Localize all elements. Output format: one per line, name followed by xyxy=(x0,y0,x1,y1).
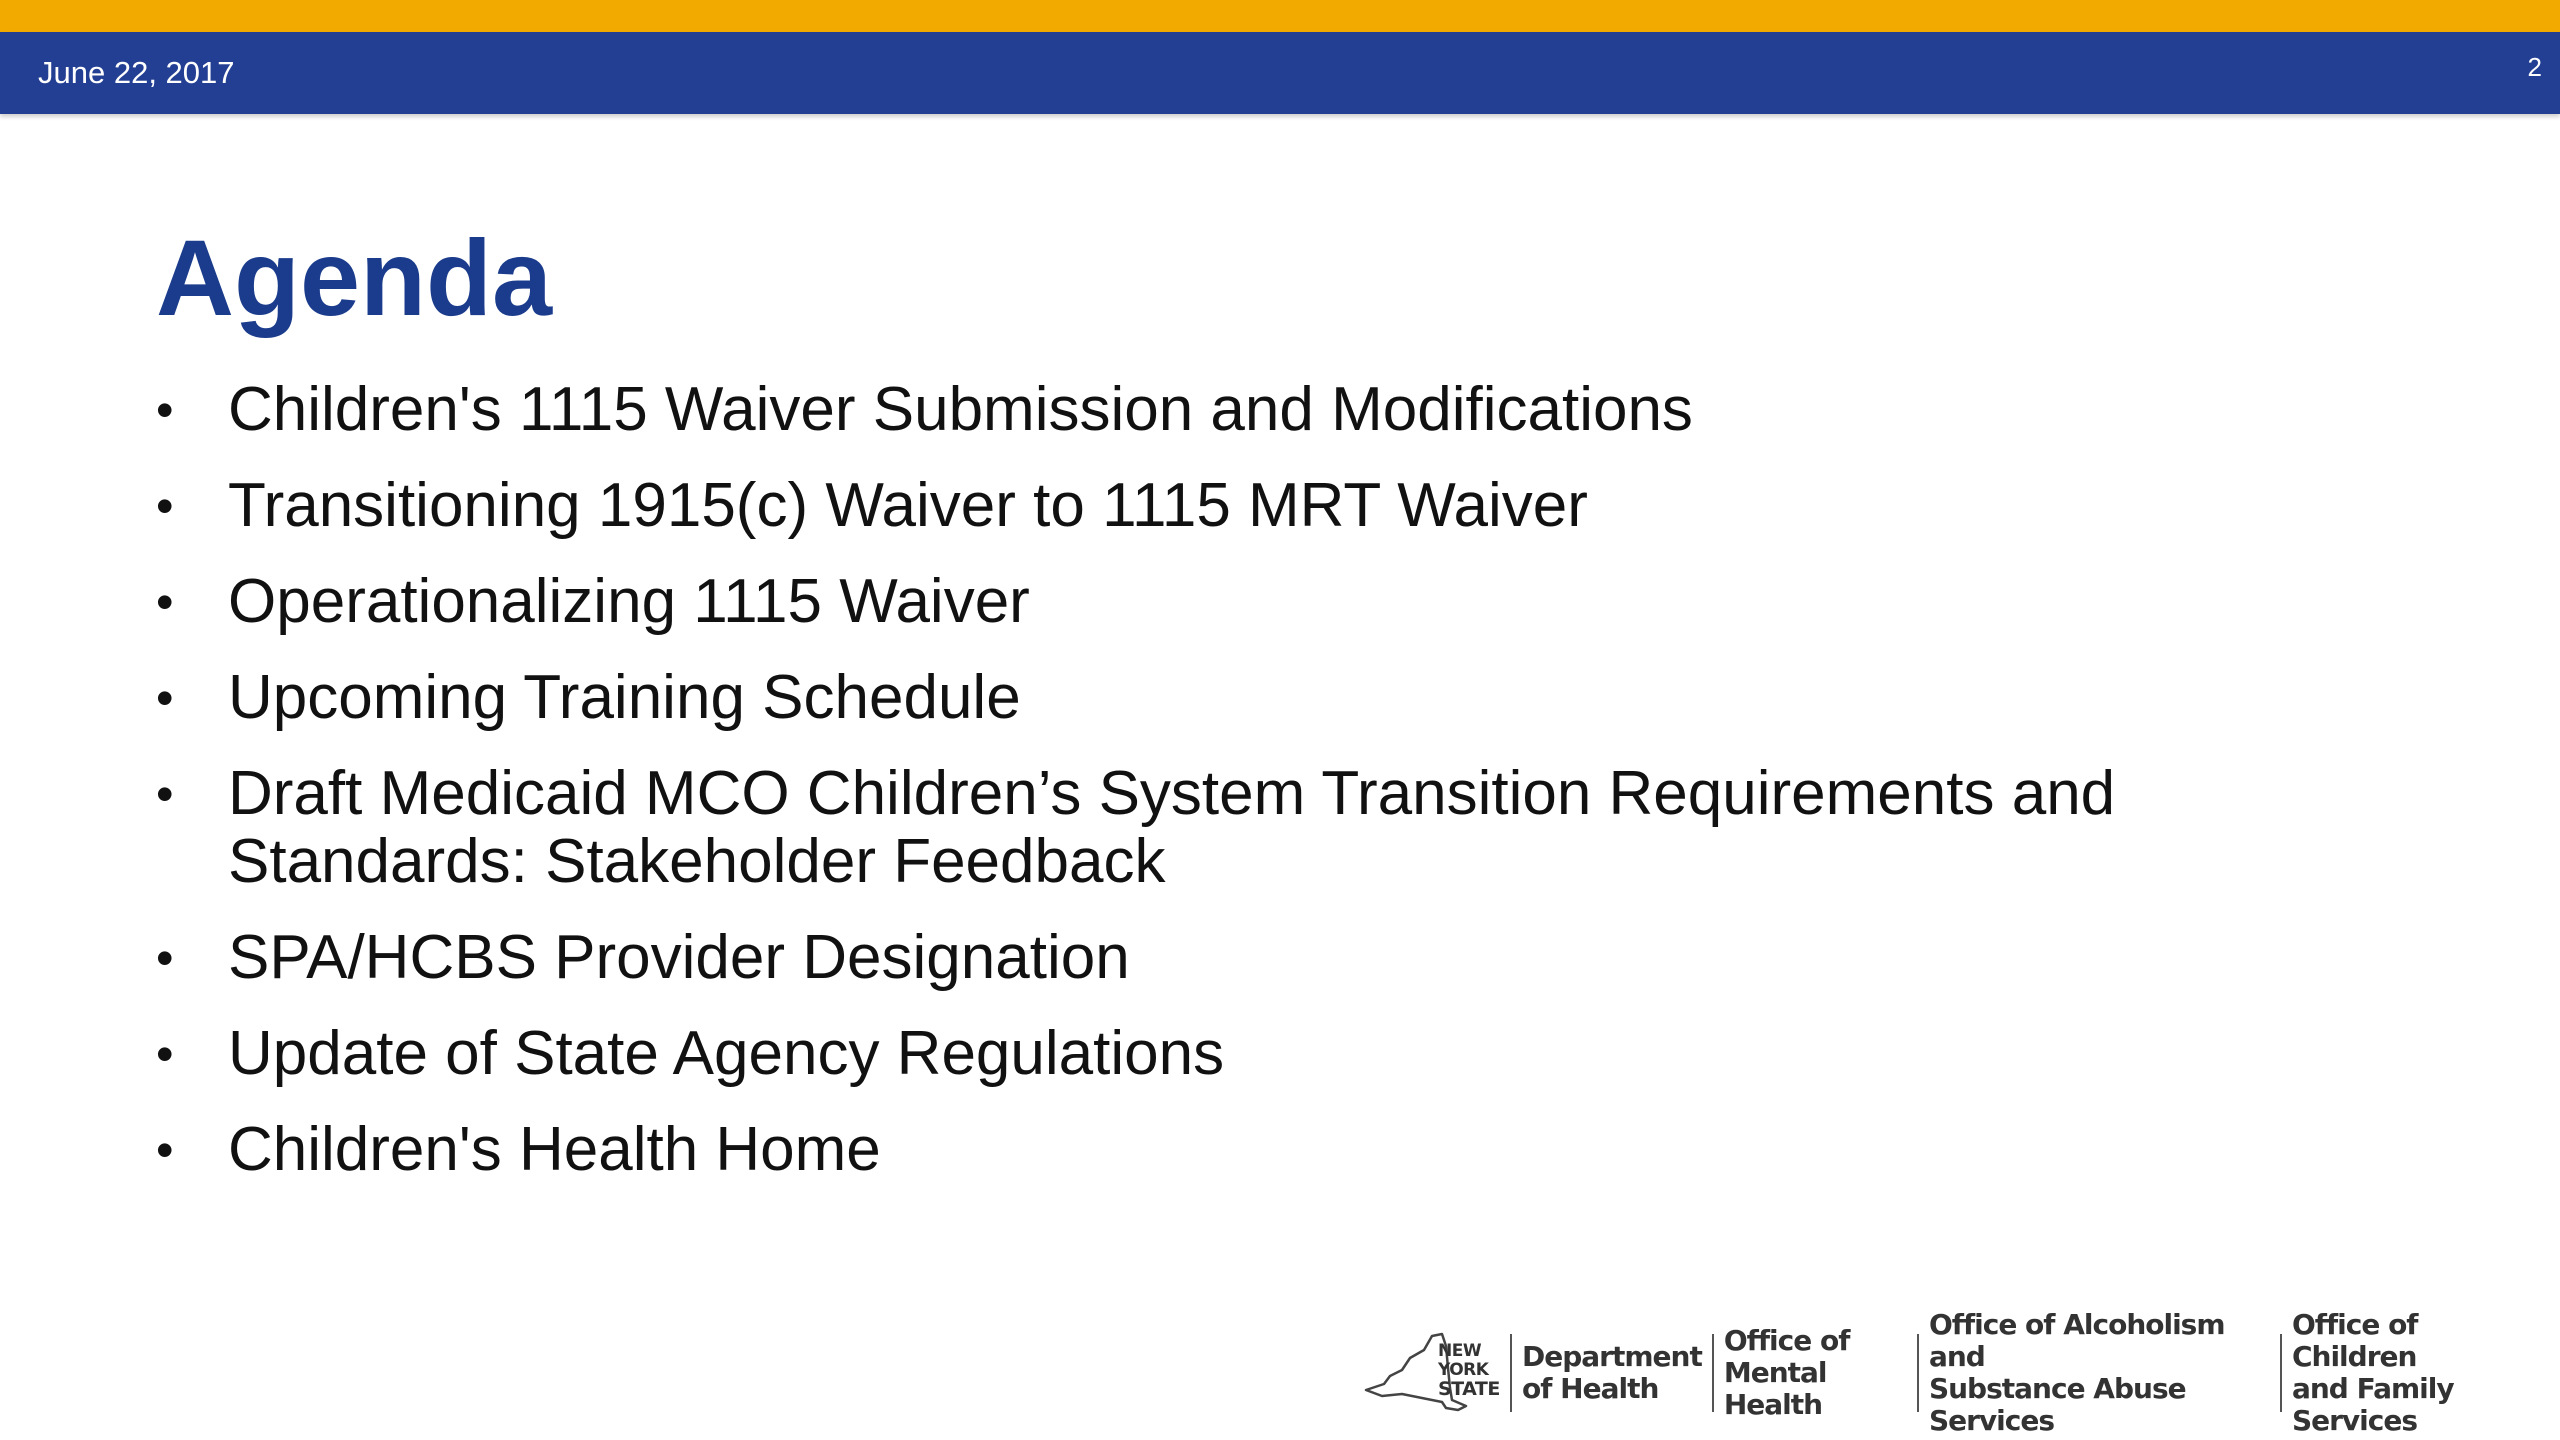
bullet-icon: • xyxy=(156,1026,174,1082)
footer-agency-logos xyxy=(1362,1308,2560,1437)
bullet-icon: • xyxy=(156,382,174,438)
agenda-item xyxy=(0,1116,2300,1184)
agenda-item-text: Children's 1115 Waiver Submission and Modifications xyxy=(228,375,1693,444)
agenda-item-text: Children's Health Home xyxy=(228,1115,881,1184)
agenda-item-text: Operationalizing 1115 Waiver xyxy=(228,567,1030,636)
agenda-item-text: Draft Medicaid MCO Children’s System Transition Requirements and Standards: Stakeholder Feedback xyxy=(228,759,2116,896)
agenda-item xyxy=(0,376,2300,444)
header-date: June 22, 2017 xyxy=(38,55,235,90)
bullet-icon: • xyxy=(156,478,174,534)
agency-ocfs: Office of Children and Family Services xyxy=(2280,1334,2560,1412)
agency-office-of-mental-health: Office of Mental Health xyxy=(1712,1334,1917,1412)
agency-department-of-health: Department of Health xyxy=(1510,1334,1712,1412)
bullet-icon: • xyxy=(156,1122,174,1178)
new-york-state-logo xyxy=(1362,1328,1502,1418)
top-accent-stripe xyxy=(0,0,2560,32)
agenda-item xyxy=(0,924,2300,992)
nys-wordmark: NEW YORK STATE xyxy=(1438,1341,1500,1400)
agenda-item-text: Update of State Agency Regulations xyxy=(228,1019,1225,1088)
bullet-icon: • xyxy=(156,930,174,986)
agency-oasas: Office of Alcoholism and Substance Abuse Services xyxy=(1917,1334,2280,1412)
agenda-list xyxy=(0,376,2300,1212)
agenda-item-text: SPA/HCBS Provider Designation xyxy=(228,923,1130,992)
bullet-icon: • xyxy=(156,670,174,726)
agenda-item xyxy=(0,664,2300,732)
page-number: 2 xyxy=(2527,52,2542,82)
agenda-item xyxy=(0,568,2300,636)
slide-title: Agenda xyxy=(156,217,553,338)
agenda-item-text: Upcoming Training Schedule xyxy=(228,663,1021,732)
agenda-item xyxy=(0,1020,2300,1088)
agenda-item-text: Transitioning 1915(c) Waiver to 1115 MRT Waiver xyxy=(228,471,1588,540)
agenda-item xyxy=(0,472,2300,540)
agenda-item xyxy=(0,760,2208,896)
bullet-icon: • xyxy=(156,574,174,630)
header-bar xyxy=(0,32,2560,114)
bullet-icon: • xyxy=(156,766,174,822)
